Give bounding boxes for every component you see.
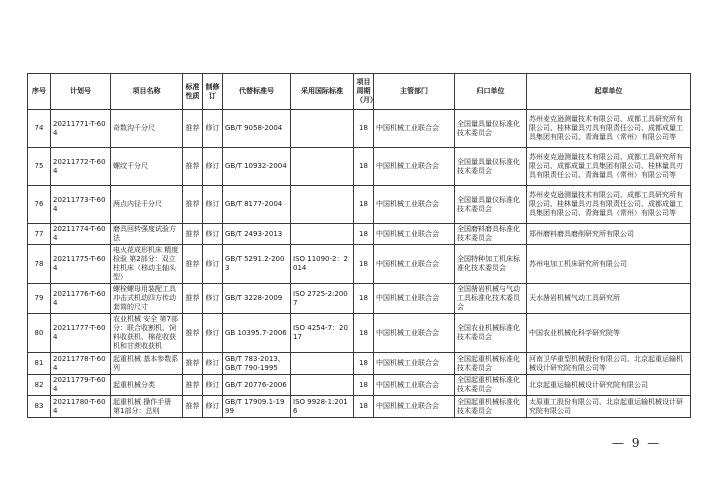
cell-name: 起重机械 基本参数系列 (111, 353, 183, 375)
table-row (28, 375, 691, 396)
cell-intl: ISO 2725-2:2007 (291, 284, 354, 314)
cell-name: 磨具回转强度试验方法 (111, 224, 183, 245)
cell-drafters: 河南卫华重型机械股份有限公司、北京起重运输机械设计研究院有限公司等 (527, 353, 691, 375)
cell-unit: 全国量具量仪标准化技术委员会 (455, 110, 527, 148)
cell-cycle: 18 (354, 110, 374, 148)
table-row (28, 110, 691, 148)
table-row (28, 245, 691, 284)
cell-unit: 全国凿岩机械与气动工具标准化技术委员会 (455, 284, 527, 314)
cell-dept: 中国机械工业联合会 (374, 353, 455, 375)
cell-cycle: 18 (354, 314, 374, 353)
cell-replace: GB/T 3228-2009 (223, 284, 291, 314)
cell-no: 74 (28, 110, 51, 148)
cell-dept: 中国机械工业联合会 (374, 110, 455, 148)
cell-intl (291, 110, 354, 148)
table-row (28, 148, 691, 186)
cell-plan: 20211771-T-604 (51, 110, 111, 148)
cell-dept: 中国机械工业联合会 (374, 284, 455, 314)
cell-replace: GB/T 20776-2006 (223, 375, 291, 396)
cell-name: 螺纹千分尺 (111, 148, 183, 186)
header-intl: 采用国际标准 (291, 74, 354, 110)
cell-name: 农业机械 安全 第7部分：联合收割机、饲料收获机、棉花收获机和甘蔗收获机 (111, 314, 183, 353)
header-nature: 标准性质 (183, 74, 203, 110)
cell-cycle: 18 (354, 245, 374, 284)
cell-unit: 全国量具量仪标准化技术委员会 (455, 148, 527, 186)
cell-unit: 全国量具量仪标准化技术委员会 (455, 186, 527, 224)
cell-unit: 全国起重机械标准化技术委员会 (455, 353, 527, 375)
cell-drafters: 天水凿岩机械气动工具研究所 (527, 284, 691, 314)
cell-dept: 中国机械工业联合会 (374, 148, 455, 186)
table-row (28, 353, 691, 375)
cell-no: 83 (28, 396, 51, 418)
cell-name: 螺栓螺母用装配工具 冲击式机动四方传动套筒的尺寸 (111, 284, 183, 314)
cell-cycle: 18 (354, 284, 374, 314)
cell-nature: 推荐 (183, 284, 203, 314)
table-header-row (28, 74, 691, 110)
cell-intl: ISO 4254-7：2017 (291, 314, 354, 353)
cell-dept: 中国机械工业联合会 (374, 314, 455, 353)
cell-replace: GB/T 2493-2013 (223, 224, 291, 245)
cell-dept: 中国机械工业联合会 (374, 375, 455, 396)
cell-no: 80 (28, 314, 51, 353)
cell-type: 修订 (203, 148, 223, 186)
standards-table (27, 73, 691, 418)
cell-name: 起重机械 操作手册 第1部分：总则 (111, 396, 183, 418)
cell-unit: 全国农业机械标准化技术委员会 (455, 314, 527, 353)
cell-type: 修订 (203, 110, 223, 148)
page-number: — 9 — (612, 436, 662, 450)
header-name: 项目名称 (111, 74, 183, 110)
cell-drafters: 北京起重运输机械设计研究院有限公司 (527, 375, 691, 396)
cell-nature: 推荐 (183, 375, 203, 396)
cell-type: 修订 (203, 224, 223, 245)
header-replace: 代替标准号 (223, 74, 291, 110)
cell-intl: ISO 11090-2：2014 (291, 245, 354, 284)
cell-plan: 20211775-T-604 (51, 245, 111, 284)
cell-no: 78 (28, 245, 51, 284)
cell-dept: 中国机械工业联合会 (374, 186, 455, 224)
cell-cycle: 18 (354, 224, 374, 245)
cell-dept: 中国机械工业联合会 (374, 245, 455, 284)
cell-nature: 推荐 (183, 186, 203, 224)
header-cycle: 项目周期（月） (354, 74, 374, 110)
cell-drafters: 太原重工股份有限公司、北京起重运输机械设计研究院有限公司 (527, 396, 691, 418)
cell-plan: 20211780-T-604 (51, 396, 111, 418)
cell-unit: 全国磨料磨具标准化技术委员会 (455, 224, 527, 245)
cell-name: 起重机械分类 (111, 375, 183, 396)
cell-dept: 中国机械工业联合会 (374, 396, 455, 418)
header-type: 制修订 (203, 74, 223, 110)
table-row (28, 224, 691, 245)
cell-no: 77 (28, 224, 51, 245)
table-row (28, 284, 691, 314)
cell-no: 81 (28, 353, 51, 375)
cell-drafters: 中国农业机械化科学研究院等 (527, 314, 691, 353)
cell-intl (291, 224, 354, 245)
cell-name: 电火花成形机床 精度检验 第2部分：双立柱机床（移动主轴头型） (111, 245, 183, 284)
cell-cycle: 18 (354, 148, 374, 186)
cell-unit: 全国起重机械标准化技术委员会 (455, 396, 527, 418)
cell-drafters: 苏州麦克逊测量技术有限公司、成都工具研究所有限公司、桂林量具刃具有限责任公司、成都成量工具集团有限公司、青海量具（常州）有限公司等 (527, 186, 691, 224)
cell-cycle: 18 (354, 396, 374, 418)
cell-plan: 20211774-T-604 (51, 224, 111, 245)
cell-type: 修订 (203, 314, 223, 353)
cell-type: 修订 (203, 186, 223, 224)
cell-drafters: 苏州麦克逊测量技术有限公司、成都工具研究所有限公司、桂林量具刃具有限责任公司、成都成量工具集团有限公司、青海量具（常州）有限公司等 (527, 110, 691, 148)
table-row (28, 396, 691, 418)
cell-replace: GB/T 10932-2004 (223, 148, 291, 186)
cell-cycle: 18 (354, 375, 374, 396)
cell-intl: ISO 9928-1:2016 (291, 396, 354, 418)
cell-intl (291, 375, 354, 396)
cell-replace: GB/T 17909.1-1999 (223, 396, 291, 418)
cell-replace: GB/T 8177-2004 (223, 186, 291, 224)
cell-no: 79 (28, 284, 51, 314)
cell-no: 76 (28, 186, 51, 224)
cell-replace: GB/T 783-2013、GB/T 790-1995 (223, 353, 291, 375)
cell-nature: 推荐 (183, 110, 203, 148)
cell-plan: 20211778-T-604 (51, 353, 111, 375)
cell-plan: 20211773-T-604 (51, 186, 111, 224)
cell-name: 奇数沟千分尺 (111, 110, 183, 148)
cell-replace: GB 10395.7-2006 (223, 314, 291, 353)
cell-intl (291, 353, 354, 375)
cell-nature: 推荐 (183, 148, 203, 186)
header-no: 序号 (28, 74, 51, 110)
table-row (28, 314, 691, 353)
cell-plan: 20211776-T-604 (51, 284, 111, 314)
cell-type: 修订 (203, 353, 223, 375)
header-drafters: 起草单位 (527, 74, 691, 110)
cell-intl (291, 148, 354, 186)
header-unit: 归口单位 (455, 74, 527, 110)
cell-nature: 推荐 (183, 245, 203, 284)
cell-drafters: 苏州麦克逊测量技术有限公司、成都工具研究所有限公司、成都成量工具集团有限公司、桂林量具刃具有限责任公司、青海量具（常州）有限公司等 (527, 148, 691, 186)
cell-drafters: 苏州电加工机床研究所有限公司 (527, 245, 691, 284)
cell-type: 修订 (203, 375, 223, 396)
cell-intl (291, 186, 354, 224)
cell-no: 82 (28, 375, 51, 396)
cell-replace: GB/T 5291.2-2003 (223, 245, 291, 284)
cell-drafters: 郑州磨料磨具磨削研究所有限公司 (527, 224, 691, 245)
cell-plan: 20211772-T-604 (51, 148, 111, 186)
header-dept: 主管部门 (374, 74, 455, 110)
cell-type: 修订 (203, 245, 223, 284)
cell-nature: 推荐 (183, 353, 203, 375)
cell-name: 两点内径千分尺 (111, 186, 183, 224)
cell-nature: 推荐 (183, 396, 203, 418)
cell-type: 修订 (203, 284, 223, 314)
cell-type: 修订 (203, 396, 223, 418)
cell-replace: GB/T 9058-2004 (223, 110, 291, 148)
cell-nature: 推荐 (183, 224, 203, 245)
cell-cycle: 18 (354, 186, 374, 224)
table-row (28, 186, 691, 224)
cell-dept: 中国机械工业联合会 (374, 224, 455, 245)
cell-plan: 20211779-T-604 (51, 375, 111, 396)
cell-unit: 全国起重机械标准化技术委员会 (455, 375, 527, 396)
cell-nature: 推荐 (183, 314, 203, 353)
header-plan: 计划号 (51, 74, 111, 110)
cell-no: 75 (28, 148, 51, 186)
cell-cycle: 18 (354, 353, 374, 375)
cell-plan: 20211777-T-604 (51, 314, 111, 353)
cell-unit: 全国特种加工机床标准化技术委员会 (455, 245, 527, 284)
